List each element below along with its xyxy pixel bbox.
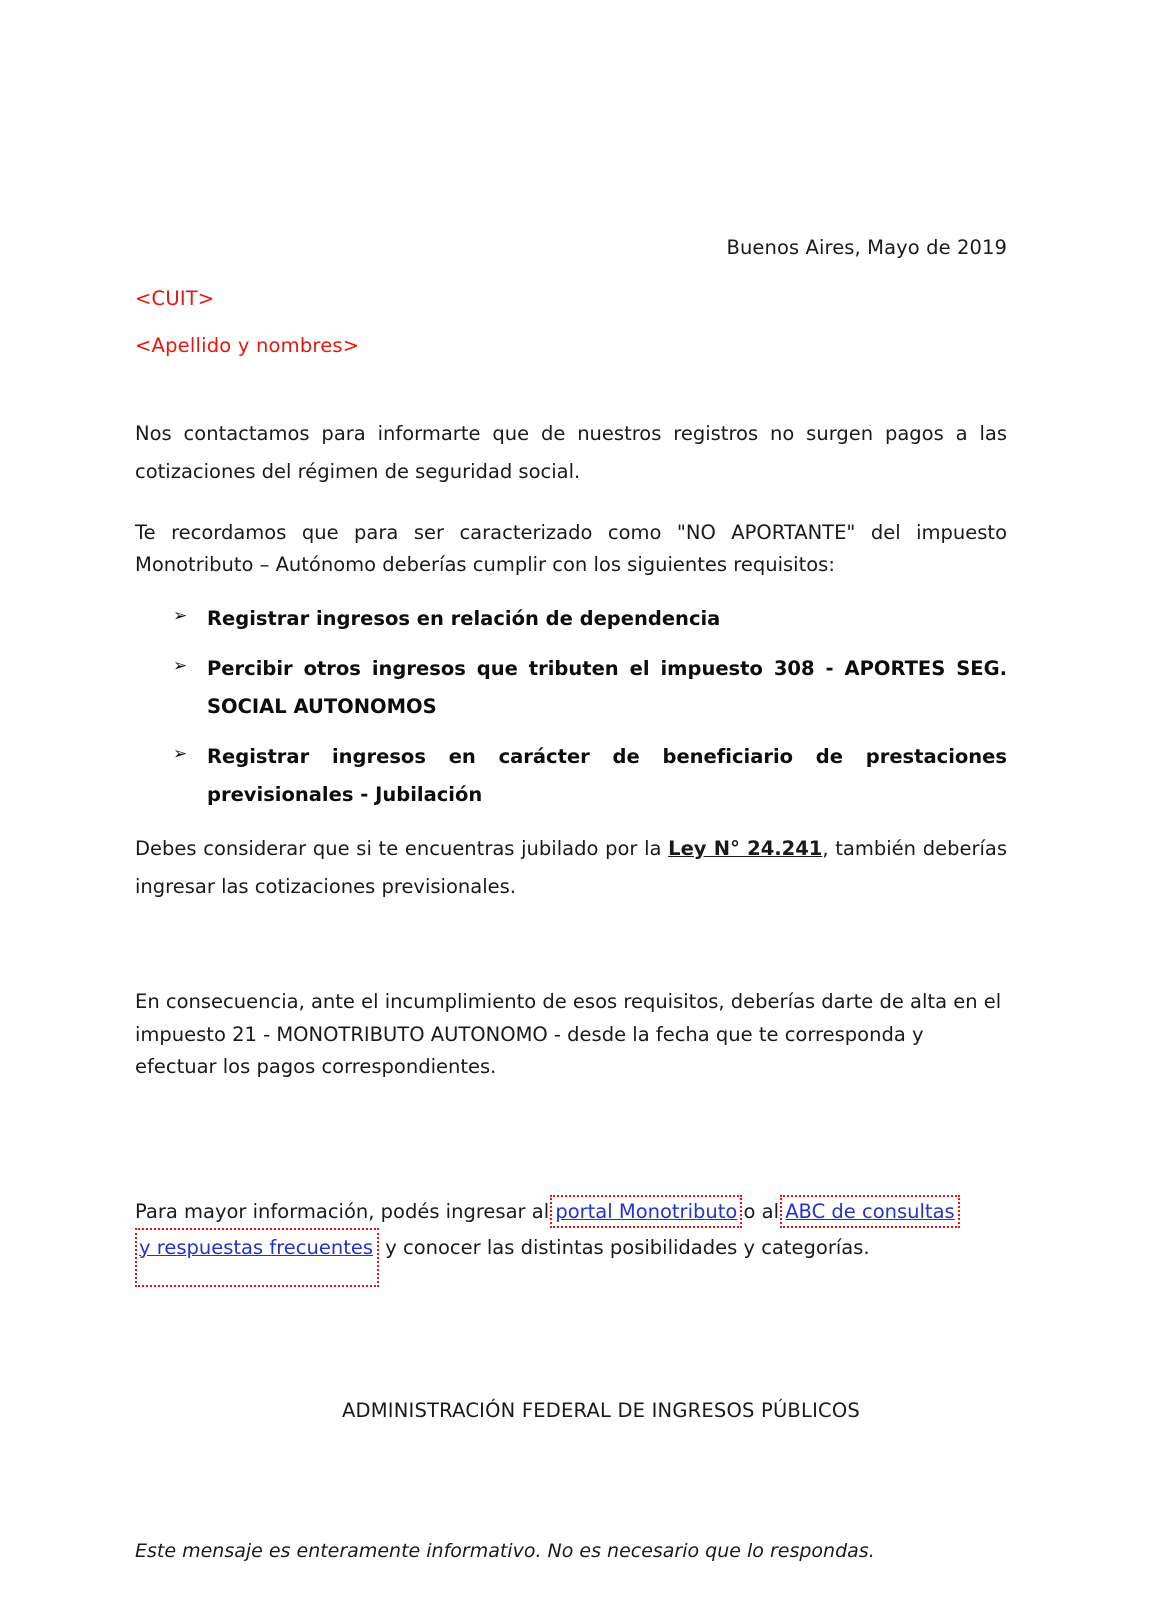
document-body bbox=[135, 0, 1007, 1562]
placeholder-cuit: <CUIT> bbox=[135, 287, 215, 310]
more-info-text-1: Para mayor información, podés ingresar al bbox=[135, 1200, 556, 1224]
list-item bbox=[135, 738, 1007, 814]
jubilado-paragraph bbox=[135, 830, 1007, 906]
date-line: Buenos Aires, Mayo de 2019 bbox=[726, 236, 1007, 259]
placeholder-name: <Apellido y nombres> bbox=[135, 334, 360, 357]
portal-monotributo-link[interactable]: portal Monotributo bbox=[555, 1200, 738, 1224]
intro-paragraph: Nos contactamos para informarte que de nuestros registros no surgen pagos a las cotizaciones del régimen de seguridad social. bbox=[135, 422, 1007, 484]
jubilado-text-before: Debes considerar que si te encuentras jubilado por la bbox=[135, 836, 669, 860]
law-reference: Ley N° 24.241 bbox=[668, 836, 823, 860]
consequence-paragraph: En consecuencia, ante el incumplimiento de esos requisitos, deberías darte de alta en el impuesto 21 - MONOTRIBUTO AUTONOMO - desde la fecha que te corresponda y efectuar los pagos correspondientes. bbox=[135, 989, 1002, 1079]
requirement-text: Registrar ingresos en relación de dependencia bbox=[207, 606, 721, 630]
bullet-arrow-icon: ➢ bbox=[173, 743, 188, 764]
more-info-text-3: y conocer las distintas posibilidades y categorías. bbox=[379, 1235, 870, 1259]
more-info-text-2: o al bbox=[737, 1200, 786, 1224]
more-info-paragraph bbox=[135, 1196, 1007, 1287]
jubilado-text-after: , también deberías ingresar las cotizaciones previsionales. bbox=[135, 836, 1007, 898]
list-item bbox=[135, 600, 1007, 638]
bullet-arrow-icon: ➢ bbox=[173, 655, 188, 676]
abc-consultas-link-line1[interactable]: ABC de consultas bbox=[785, 1200, 955, 1224]
organization-name: ADMINISTRACIÓN FEDERAL DE INGRESOS PÚBLICOS bbox=[342, 1399, 860, 1423]
requirement-text: Percibir otros ingresos que tributen el impuesto 308 - APORTES SEG. SOCIAL AUTONOMOS bbox=[207, 656, 1007, 718]
abc-consultas-link-line2[interactable]: y respuestas frecuentes bbox=[135, 1228, 379, 1288]
reminder-paragraph: Te recordamos que para ser caracterizado como "NO APORTANTE" del impuesto Monotributo – Autónomo deberías cumplir con los siguientes requisitos: bbox=[135, 521, 1007, 576]
requirement-text: Registrar ingresos en carácter de beneficiario de prestaciones previsionales - Jubilación bbox=[207, 744, 1007, 806]
requirements-list bbox=[135, 600, 1007, 814]
list-item bbox=[135, 650, 1007, 726]
bullet-arrow-icon: ➢ bbox=[173, 605, 188, 626]
footnote-text: Este mensaje es enteramente informativo. No es necesario que lo respondas. bbox=[135, 1540, 875, 1563]
